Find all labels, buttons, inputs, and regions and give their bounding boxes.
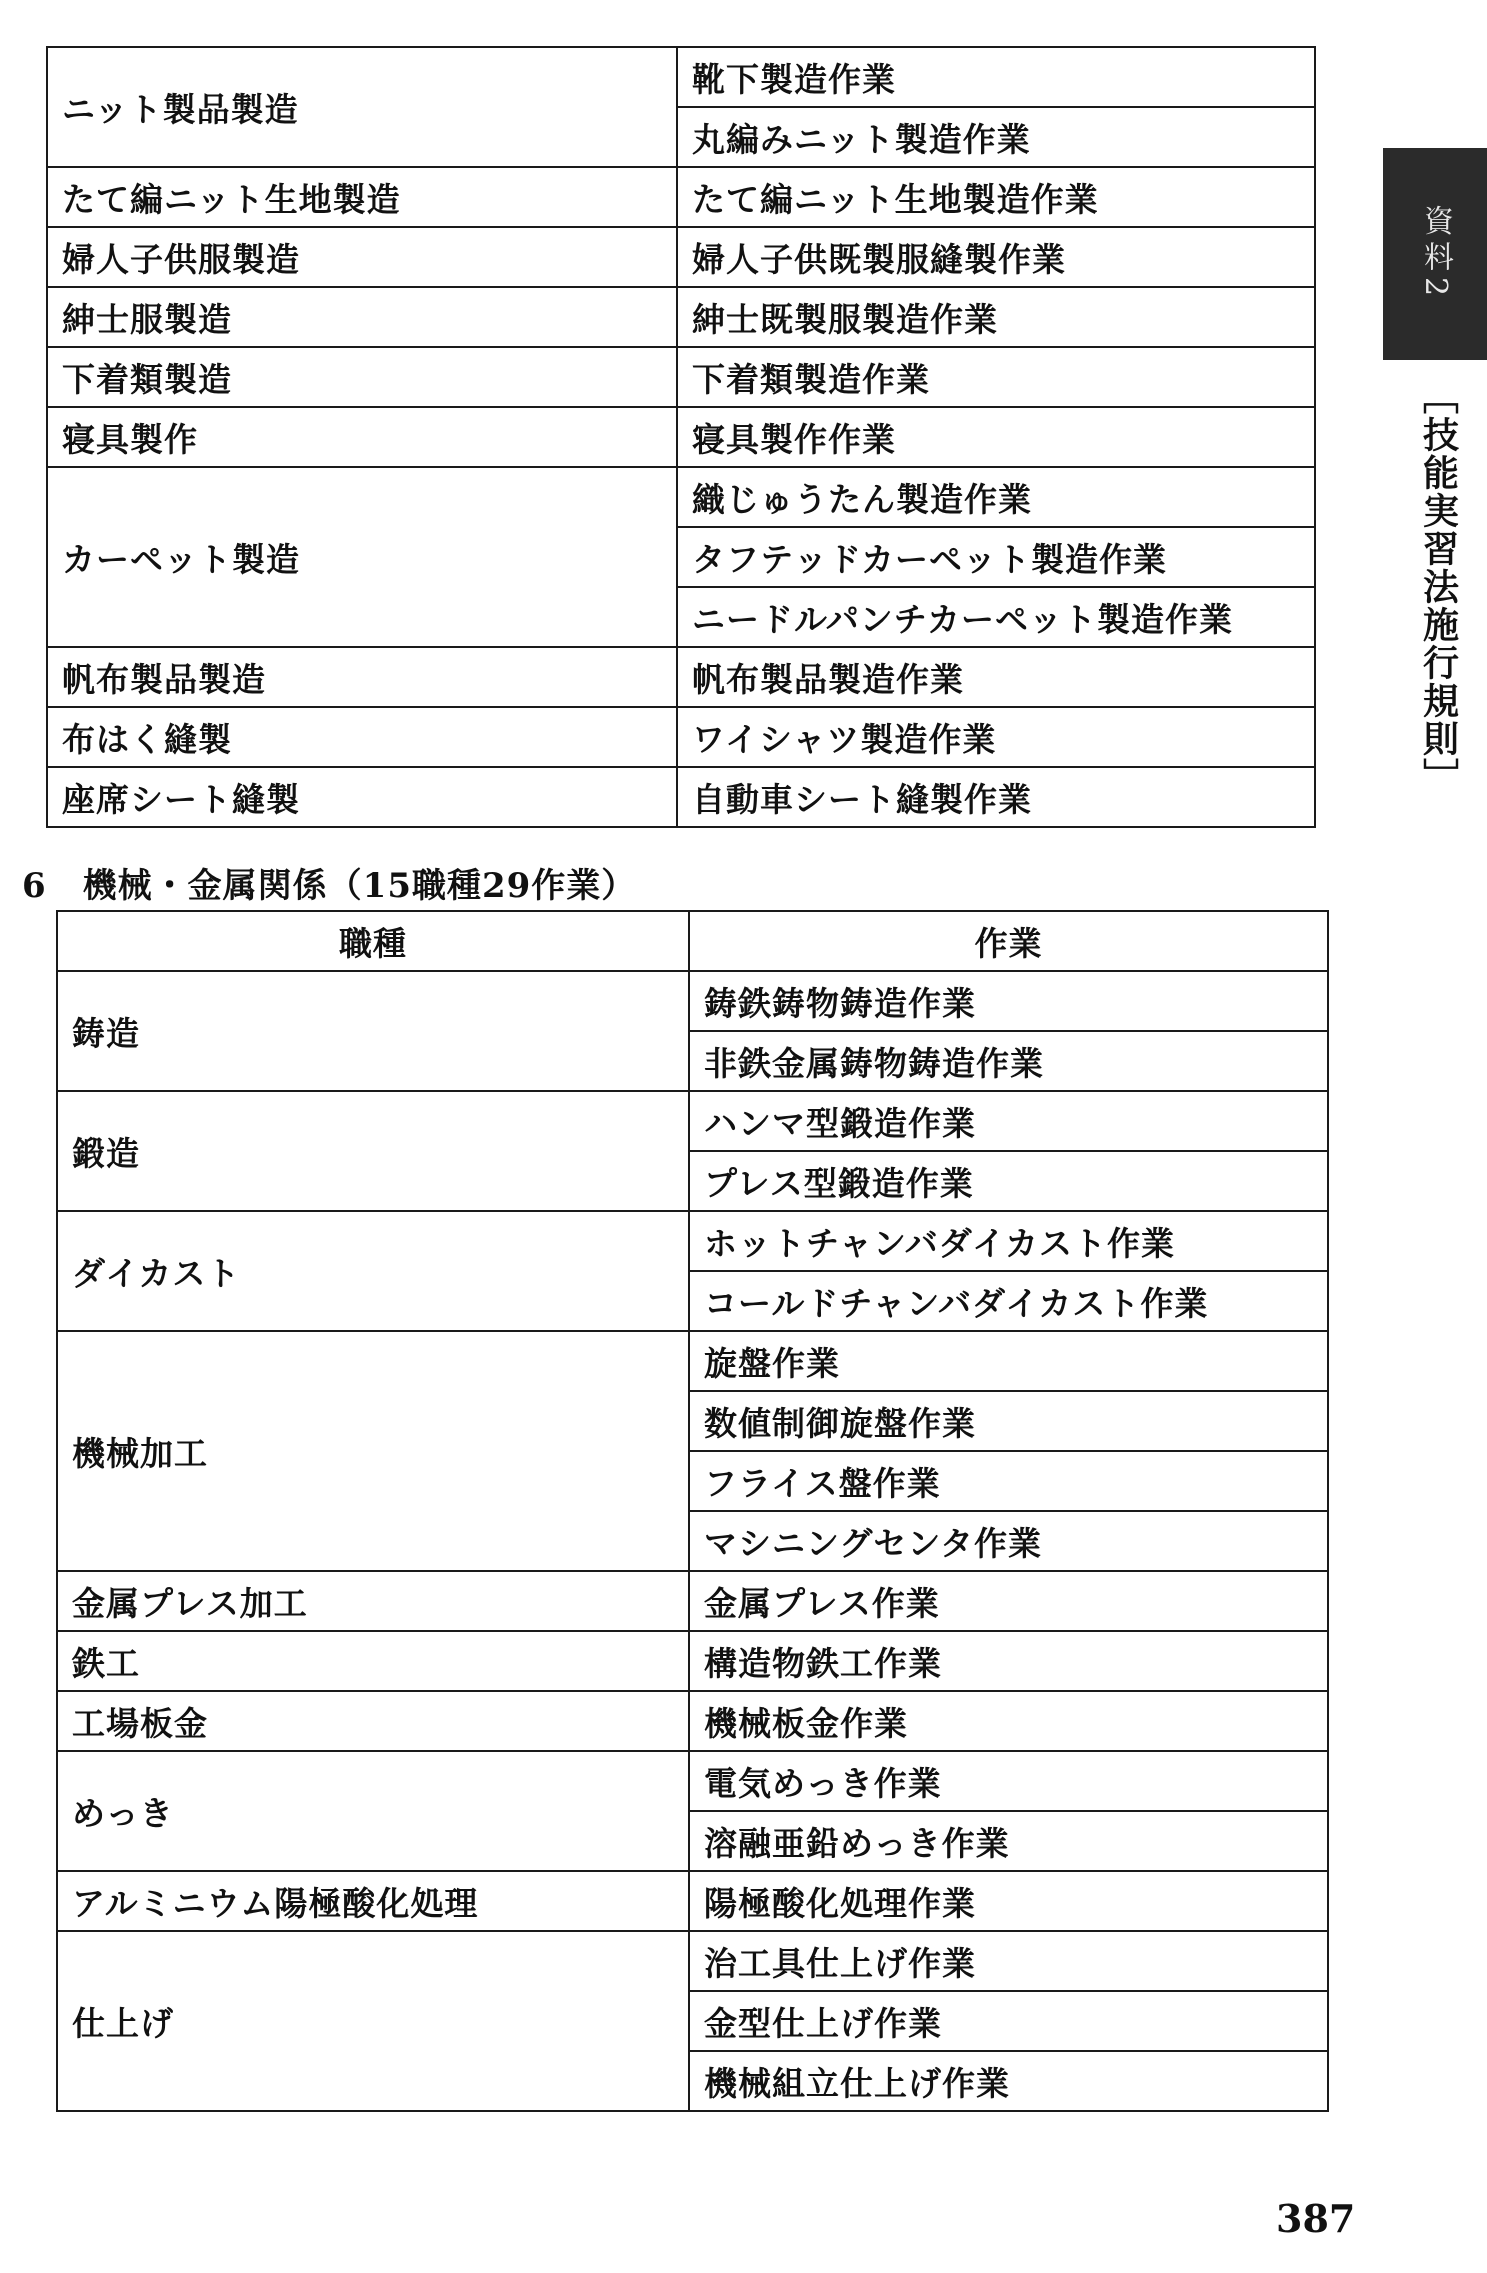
occupation-cell: アルミニウム陽極酸化処理	[57, 1871, 689, 1931]
task-cell: ホットチャンバダイカスト作業	[689, 1211, 1328, 1271]
occupation-table-machinery	[56, 910, 1329, 2112]
table-body	[47, 47, 1315, 827]
task-cell: ハンマ型鍛造作業	[689, 1091, 1328, 1151]
table-row	[47, 287, 1315, 347]
task-cell: たて編ニット生地製造作業	[677, 167, 1315, 227]
occupation-cell: たて編ニット生地製造	[47, 167, 677, 227]
occupation-table-textile	[46, 46, 1316, 828]
table-row	[47, 707, 1315, 767]
appendix-tab-label: 資料2	[1418, 205, 1453, 303]
task-cell: 自動車シート縫製作業	[677, 767, 1315, 827]
header-occupation: 職種	[57, 911, 689, 971]
task-cell: 丸編みニット製造作業	[677, 107, 1315, 167]
running-title	[1410, 378, 1466, 796]
task-cell: 機械組立仕上げ作業	[689, 2051, 1328, 2111]
task-cell: 金型仕上げ作業	[689, 1991, 1328, 2051]
table-row	[57, 1871, 1328, 1931]
task-cell: フライス盤作業	[689, 1451, 1328, 1511]
table-row	[47, 407, 1315, 467]
table-header	[57, 911, 1328, 971]
table-row	[57, 1091, 1328, 1151]
table-body	[57, 971, 1328, 2111]
table-row	[57, 1931, 1328, 1991]
task-cell: プレス型鍛造作業	[689, 1151, 1328, 1211]
occupation-cell: めっき	[57, 1751, 689, 1871]
task-cell: 織じゅうたん製造作業	[677, 467, 1315, 527]
table-row	[57, 971, 1328, 1031]
occupation-cell: 仕上げ	[57, 1931, 689, 2111]
occupation-cell: 工場板金	[57, 1691, 689, 1751]
task-cell: 陽極酸化処理作業	[689, 1871, 1328, 1931]
task-cell: コールドチャンバダイカスト作業	[689, 1271, 1328, 1331]
task-cell: 構造物鉄工作業	[689, 1631, 1328, 1691]
task-cell: 鋳鉄鋳物鋳造作業	[689, 971, 1328, 1031]
table-row	[47, 647, 1315, 707]
task-cell: 旋盤作業	[689, 1331, 1328, 1391]
section-title: 機械・金属関係（15職種29作業）	[82, 866, 637, 906]
running-title-text: ［技能実習法施行規則］	[1417, 378, 1459, 796]
table-row	[47, 47, 1315, 107]
table-row	[47, 227, 1315, 287]
table-row	[47, 767, 1315, 827]
task-cell: 電気めっき作業	[689, 1751, 1328, 1811]
occupation-cell: 金属プレス加工	[57, 1571, 689, 1631]
occupation-cell: ダイカスト	[57, 1211, 689, 1331]
occupation-cell: 鉄工	[57, 1631, 689, 1691]
task-cell: 帆布製品製造作業	[677, 647, 1315, 707]
header-task: 作業	[689, 911, 1328, 971]
table-row	[57, 1211, 1328, 1271]
table-row	[57, 1751, 1328, 1811]
task-cell: ニードルパンチカーペット製造作業	[677, 587, 1315, 647]
table-row	[57, 1571, 1328, 1631]
table-row	[47, 467, 1315, 527]
task-cell: 靴下製造作業	[677, 47, 1315, 107]
occupation-cell: 紳士服製造	[47, 287, 677, 347]
occupation-cell: 寝具製作	[47, 407, 677, 467]
table-row	[57, 1331, 1328, 1391]
task-cell: 治工具仕上げ作業	[689, 1931, 1328, 1991]
occupation-cell: 機械加工	[57, 1331, 689, 1571]
task-cell: ワイシャツ製造作業	[677, 707, 1315, 767]
header-row	[57, 911, 1328, 971]
task-cell: 寝具製作作業	[677, 407, 1315, 467]
occupation-cell: 座席シート縫製	[47, 767, 677, 827]
task-cell: 紳士既製服製造作業	[677, 287, 1315, 347]
appendix-tab	[1383, 148, 1487, 360]
occupation-cell: 鋳造	[57, 971, 689, 1091]
occupation-cell: 婦人子供服製造	[47, 227, 677, 287]
table-row	[47, 347, 1315, 407]
section-heading	[22, 858, 636, 907]
occupation-cell: カーペット製造	[47, 467, 677, 647]
occupation-cell: 鍛造	[57, 1091, 689, 1211]
task-cell: 機械板金作業	[689, 1691, 1328, 1751]
table-row	[57, 1631, 1328, 1691]
task-cell: 非鉄金属鋳物鋳造作業	[689, 1031, 1328, 1091]
occupation-cell: 布はく縫製	[47, 707, 677, 767]
table-row	[47, 167, 1315, 227]
task-cell: 溶融亜鉛めっき作業	[689, 1811, 1328, 1871]
occupation-cell: ニット製品製造	[47, 47, 677, 167]
occupation-cell: 帆布製品製造	[47, 647, 677, 707]
table-row	[57, 1691, 1328, 1751]
section-number: 6	[22, 866, 47, 906]
task-cell: マシニングセンタ作業	[689, 1511, 1328, 1571]
page-number: 387	[1276, 2196, 1356, 2241]
task-cell: 婦人子供既製服縫製作業	[677, 227, 1315, 287]
task-cell: タフテッドカーペット製造作業	[677, 527, 1315, 587]
task-cell: 下着類製造作業	[677, 347, 1315, 407]
task-cell: 数値制御旋盤作業	[689, 1391, 1328, 1451]
task-cell: 金属プレス作業	[689, 1571, 1328, 1631]
occupation-cell: 下着類製造	[47, 347, 677, 407]
